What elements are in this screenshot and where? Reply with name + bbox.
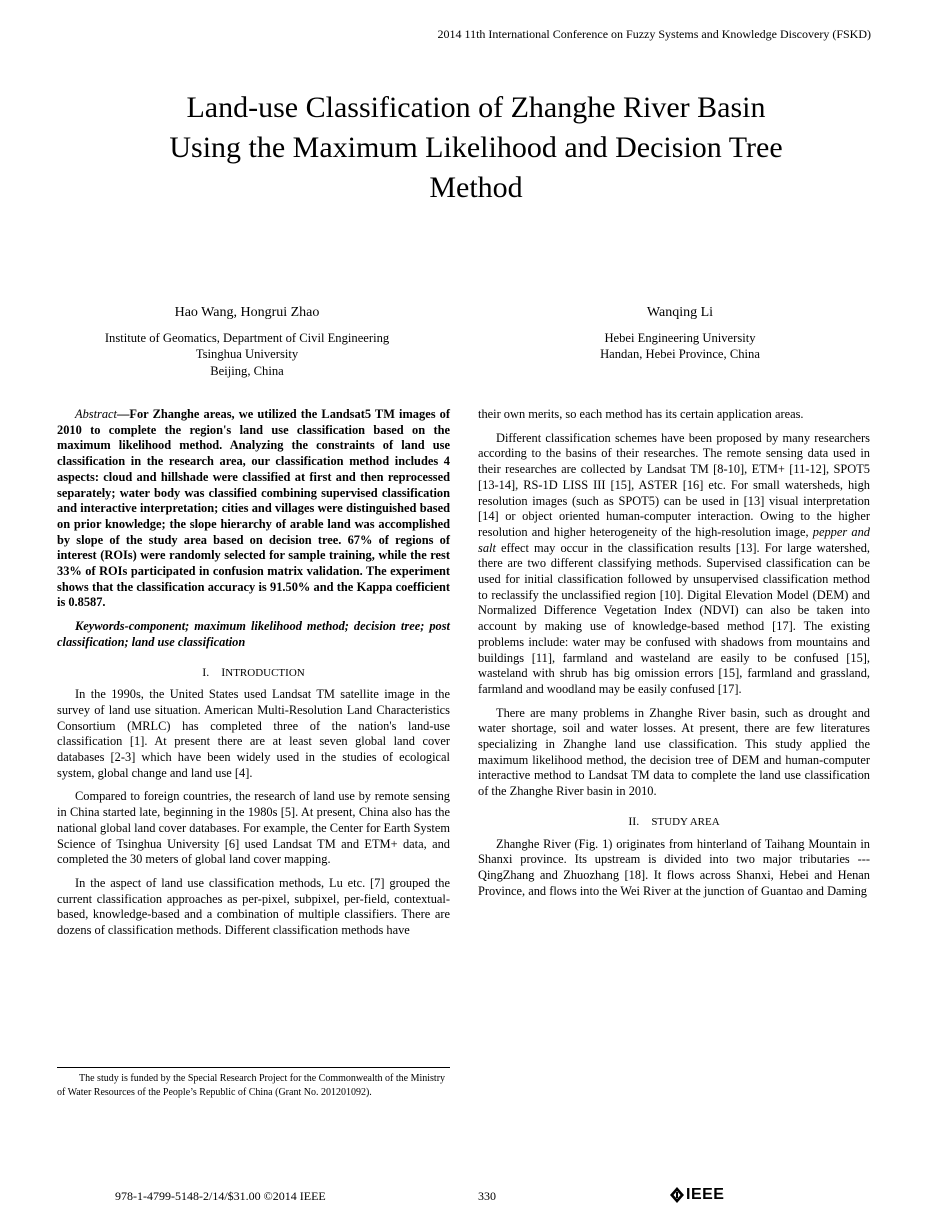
paragraph: There are many problems in Zhanghe River basin, such as drought and water shortage, soil and water losses. At present, there are few literatures specializing in Zhanghe land use classification. This study applied the maximum likelihood method, the decision tree of DEM and human-computer interactive method to Landsat TM data to complete the land use classification of the Zhanghe River basin in 2010. — [478, 705, 870, 799]
page-number: 330 — [478, 1189, 496, 1203]
keywords: Keywords-component; maximum likelihood method; decision tree; post classification; land use classification — [57, 619, 450, 649]
author-names: Hao Wang, Hongrui Zhao — [174, 305, 320, 320]
paragraph — [478, 431, 870, 698]
author-names: Wanqing Li — [646, 305, 714, 320]
author-block-left — [57, 305, 437, 379]
footnote-text: The study is funded by the Special Research Project for the Commonwealth of the Ministry of Water Resources of the People’s Republic of China (Grant No. 201201092). — [57, 1073, 446, 1098]
section-heading-introduction — [57, 665, 450, 682]
title-line: Using the Maximum Likelihood and Decision Tree — [169, 131, 783, 164]
footnote — [57, 1072, 450, 1099]
italic-term: pepper and salt — [478, 524, 871, 555]
paragraph: In the aspect of land use classification methods, Lu etc. [7] grouped the current classification approaches as per-pixel, subpixel, per-field, contextual-based, knowledge-based and a combination of multiple classifiers. There are dozens of classification methods. Different classification methods have — [57, 875, 450, 938]
left-column — [57, 407, 450, 947]
paragraph: Zhanghe River (Fig. 1) originates from hinterland of Taihang Mountain in Shanxi province. Its upstream is divided into two major tributaries ---QingZhang and Zhuozhang [18]. It flows across Shanxi, Hebei and Henan Province, and flows into the Wei River at the junction of Guantao and Daming — [478, 836, 870, 898]
abstract — [57, 407, 450, 611]
conference-header: 2014 11th International Conference on Fuzzy Systems and Knowledge Discovery (FSKD) — [437, 27, 871, 41]
right-column — [478, 407, 870, 907]
author-block-right — [520, 305, 840, 363]
abstract-text: —For Zhanghe areas, we utilized the Landsat5 TM images of 2010 to complete the region's land use classification based on the maximum likelihood method. Analyzing the constraints of land use classification in the research area, our classification method includes 4 aspects: cloud and hillshade were classified at first and then reprocessed separately; water body was classified combining supervised classification and interactive interpretation; cities and villages were distinguished based on prior knowledge; the slope hierarchy of arable land was accomplished by slope of the study area based on decision tree. 67% of regions of interest (ROIs) were randomly selected for sample training, while the rest 33% of ROIs participated in confusion matrix validation. The experiment shows that the classification accuracy is 91.50% and the Kappa coefficient is 0.8587. — [57, 407, 450, 610]
affiliation-line: Beijing, China — [210, 363, 284, 378]
title-line: Land-use Classification of Zhanghe River Basin — [186, 91, 766, 124]
paragraph-text: effect may occur in the classification results [13]. For large watershed, there are two different classifying methods. Supervised classification can be used for initial classification followed by unsupervised classification method to reclassify the unclassified region [10]. Digital Elevation Model (DEM) and Normalized Difference Vegetation Index (NDVI) can also be taken into account by making use of knowledge-based method [17]. The existing problems include: water may be confused with shadows from mountains and buildings [11], farmland and wasteland are easily to be confused [15], wasteland with shrub has big omission errors [15], farmland and grassland, farmland and woodland may be easily confused [17]. — [478, 540, 870, 696]
section-numeral: II. — [628, 813, 640, 828]
affiliation-line: Hebei Engineering University — [604, 330, 756, 345]
section-title-first-letter: I — [221, 664, 226, 679]
section-title: STUDY AREA — [651, 815, 720, 828]
paragraph: In the 1990s, the United States used Landsat TM satellite image in the survey of land use situation. American Multi-Resolution Land Characteristics Consortium (MRLC) has completed three of the nation's land-use classification [1]. At present there are at least seven global land cover databases [2-3] which have been widely used in the studies of ecological system, global change and land use [4]. — [57, 687, 450, 780]
affiliation-line: Tsinghua University — [195, 347, 299, 361]
affiliation-line: Institute of Geomatics, Department of Civil Engineering — [104, 330, 390, 345]
abstract-label: Abstract — [75, 407, 117, 421]
paper-title — [70, 88, 882, 208]
footnote-divider — [57, 1067, 450, 1068]
ieee-logo — [670, 1186, 724, 1204]
section-title-rest: NTRODUCTION — [225, 666, 305, 679]
paragraph: their own merits, so each method has its certain application areas. — [478, 407, 804, 421]
section-numeral: I. — [202, 664, 210, 679]
paragraph: Compared to foreign countries, the research of land use by remote sensing in China started late, beginning in the 1980s [5]. At present, China also has the national global land cover databases. For example, the Center for Earth System Science of Tsinghua University [6] used Landsat TM and ETM+ data, and completed the 30 meters of global land cover mapping. — [57, 789, 450, 867]
isbn-copyright: 978-1-4799-5148-2/14/$31.00 ©2014 IEEE — [115, 1189, 326, 1203]
section-heading-study-area — [478, 814, 870, 831]
ieee-logo-text: IEEE — [686, 1186, 725, 1203]
ieee-diamond-icon — [670, 1187, 684, 1203]
affiliation-line: Handan, Hebei Province, China — [600, 347, 760, 361]
title-line: Method — [429, 171, 523, 204]
paragraph-text: Different classification schemes have been proposed by many researchers according to the basins of their researches. The remote sensing data used in their researches are collected by Landsat TM [8-10], ETM+ [11-12], SPOT5 [13-14], RS-1D LISS III [15], ASTER [16] etc. For small watersheds, high resolution images (such as SPOT5) can be used in [13] visual interpretation [14] or object oriented human-computer interaction. Owing to the higher resolution and higher heterogeneity of the high-resolution image, — [478, 430, 870, 539]
